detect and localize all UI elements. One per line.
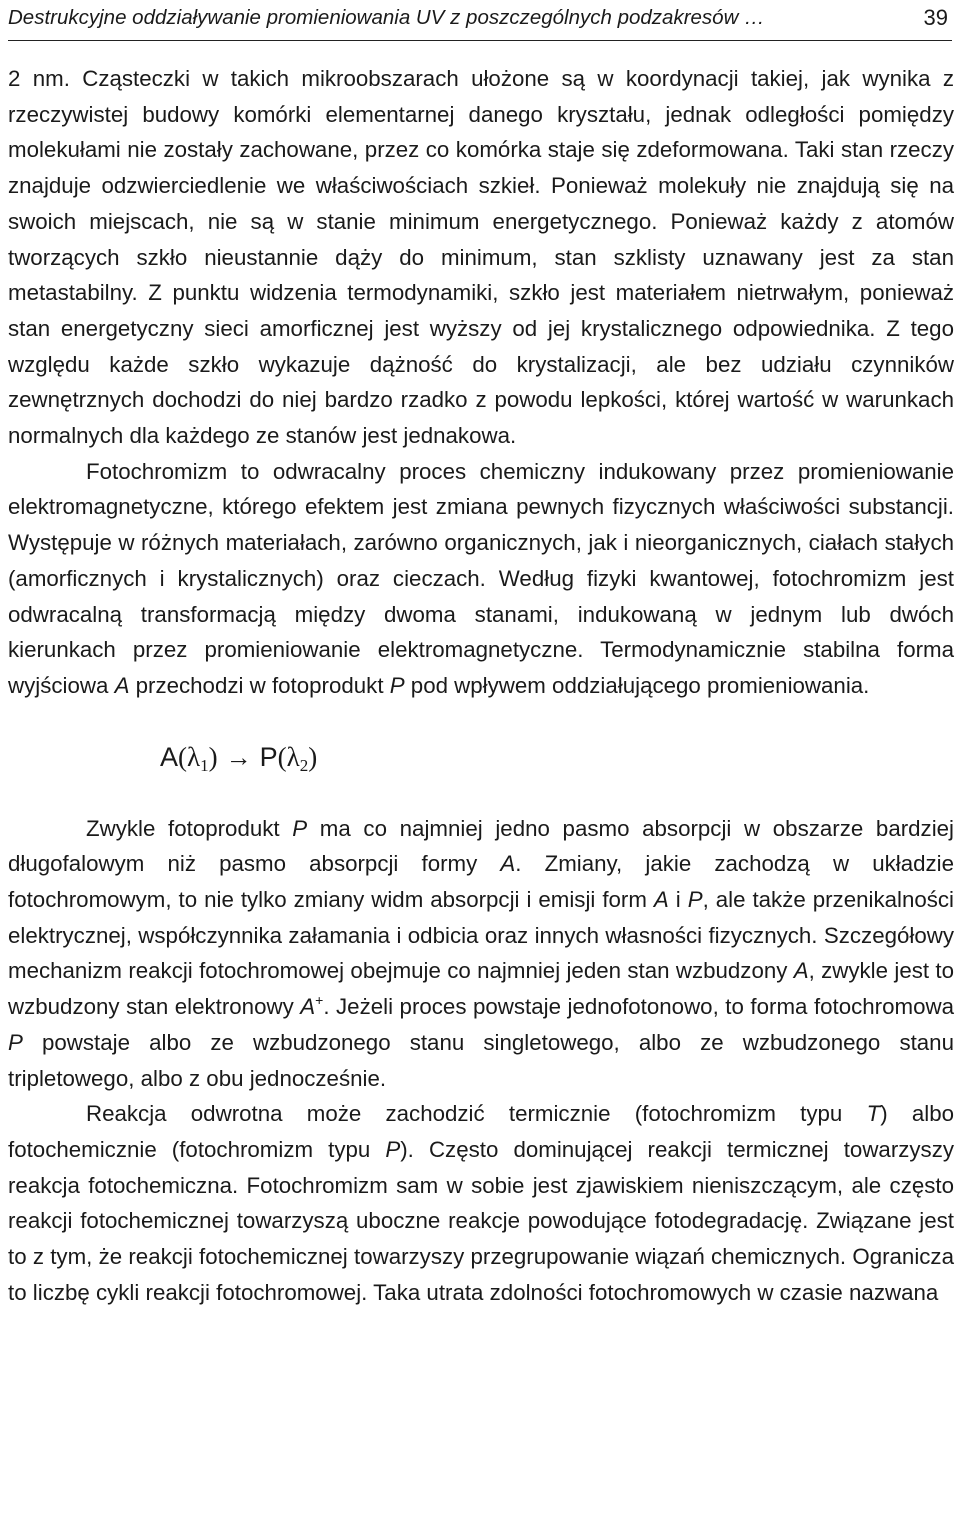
paragraph-3-text: , zwykle jest to wzbudzony stan elektronowy <box>8 958 954 1020</box>
formula-paren: ) <box>208 741 218 772</box>
paragraph-3 <box>8 811 954 1097</box>
italic-symbol-A: A <box>653 887 669 913</box>
formula-paren: ( <box>178 741 188 772</box>
running-header <box>8 2 952 41</box>
superscript-plus: + <box>315 992 324 1009</box>
paragraph-3-text: , ale także przenikalności elektrycznej, współczynnika załamania i odbicia oraz innych własności fizycznych. Szczegółowy mechanizm reakcji fotochromowej obejmuje co najmniej jeden stan wzbudzony <box>8 887 955 984</box>
italic-symbol-P: P <box>687 887 703 913</box>
paragraph-3-text: Zwykle fotoprodukt <box>86 815 293 841</box>
right-arrow-icon: → <box>225 741 252 772</box>
formula-subscript: 1 <box>200 755 209 775</box>
italic-symbol-P: P <box>385 1136 401 1162</box>
running-title: Destrukcyjne oddziaływanie promieniowania UV z poszczególnych podzakresów … <box>8 6 765 29</box>
formula-paren: ) <box>308 741 318 772</box>
photochromism-equation <box>8 704 954 811</box>
formula-form-P: P <box>259 741 278 772</box>
italic-symbol-A: A <box>114 672 130 698</box>
formula-lambda: λ <box>187 741 201 772</box>
paragraph-4-text: Reakcja odwrotna może zachodzić termicznie (fotochromizm typu <box>86 1101 867 1127</box>
page-number: 39 <box>923 5 948 30</box>
paragraph-3-text: . Zmiany, jakie zachodzą w układzie fotochromowym, to nie tylko zmiany widm absorpcji i emisji form <box>8 851 954 913</box>
italic-symbol-P: P <box>292 815 308 841</box>
italic-symbol-A: A <box>300 994 316 1020</box>
paragraph-2-text: pod wpływem oddziałującego promieniowania. <box>404 672 870 698</box>
paragraph-4-text: ). Często dominującej reakcji termicznej towarzyszy reakcja fotochemiczna. Fotochromizm sam w sobie jest zjawiskiem nieniszczącym, ale często reakcji fotochemicznej towarzyszą uboczne reakcje powodujące fotodegradację. Związane jest to z tym, że reakcji fotochemicznej towarzyszy przegrupowanie wiązań chemicznych. Ogranicza to liczbę cykli reakcji fotochromowej. Taka utrata zdolności fotochromowych w czasie nazwana <box>8 1136 954 1305</box>
italic-symbol-A: A <box>793 958 809 984</box>
paragraph-1: 2 nm. Cząsteczki w takich mikroobszarach ułożone są w koordynacji takiej, jak wynika z rzeczywistej budowy komórki elementarnej danego kryształu, jednak odległości pomiędzy molekułami nie zostały zachowane, przez co komórka staje się zdeformowana. Taki stan rzeczy znajduje odzwierciedlenie we właściwościach szkieł. Ponieważ molekuły nie znajdują się na swoich miejscach, nie są w stanie minimum energetycznego. Ponieważ każdy z atomów tworzących szkło nieustannie dąży do minimum, stan szklisty uznawany jest za stan metastabilny. Z punktu widzenia termodynamiki, szkło jest materiałem nietrwałym, ponieważ stan energetyczny sieci amorficznej jest wyższy od jej krystalicznego odpowiednika. Z tego względu każde szkło wykazuje dążność do krystalizacji, ale bez udziału czynników zewnętrznych dochodzi do niej bardzo rzadko z powodu lepkości, której wartość w warunkach normalnych dla każdego ze stanów jest jednakowa. <box>8 66 954 449</box>
paragraph-2-text: Fotochromizm to odwracalny proces chemiczny indukowany przez promieniowanie elektromagnetyczne, którego efektem jest zmiana pewnych fizycznych właściwości substancji. Występuje w różnych materiałach, zarówno organicznych, jak i nieorganicznych, ciałach stałych (amorficznych i krystalicznych) oraz cieczach. Według fizyki kwantowej, fotochromizm jest odwracalną transformacją między dwoma stanami, indukowaną w jednym lub dwóch kierunkach przez promieniowanie elektromagnetyczne. Termodynamicznie stabilna forma wyjściowa <box>8 458 954 698</box>
paragraph-3-text: powstaje albo ze wzbudzonego stanu singletowego, albo ze wzbudzonego stanu tripletowego, albo z obu jednocześnie. <box>8 1029 954 1091</box>
formula-paren: ( <box>277 741 287 772</box>
formula-form-A: A <box>160 741 179 772</box>
paragraph-3-text: . Jeżeli proces powstaje jednofotonowo, to forma fotochromowa <box>323 994 954 1020</box>
paragraph-3-text: i <box>668 887 688 913</box>
italic-symbol-T: T <box>866 1101 881 1127</box>
paragraph-2-text: przechodzi w fotoprodukt <box>129 672 390 698</box>
paragraph-3-text: ma co najmniej jedno pasmo absorpcji w obszarze bardziej długofalowym niż pasmo absorpcji formy <box>8 815 955 877</box>
body-text <box>8 61 954 1311</box>
italic-symbol-P: P <box>8 1029 23 1055</box>
formula-subscript: 2 <box>299 755 309 775</box>
formula-lambda: λ <box>286 741 300 772</box>
italic-symbol-A: A <box>500 851 516 877</box>
paragraph-4-text: ) albo fotochemicznie (fotochromizm typu <box>8 1101 954 1162</box>
paragraph-2 <box>8 454 954 704</box>
italic-symbol-P: P <box>389 672 405 698</box>
paragraph-4 <box>8 1096 954 1310</box>
